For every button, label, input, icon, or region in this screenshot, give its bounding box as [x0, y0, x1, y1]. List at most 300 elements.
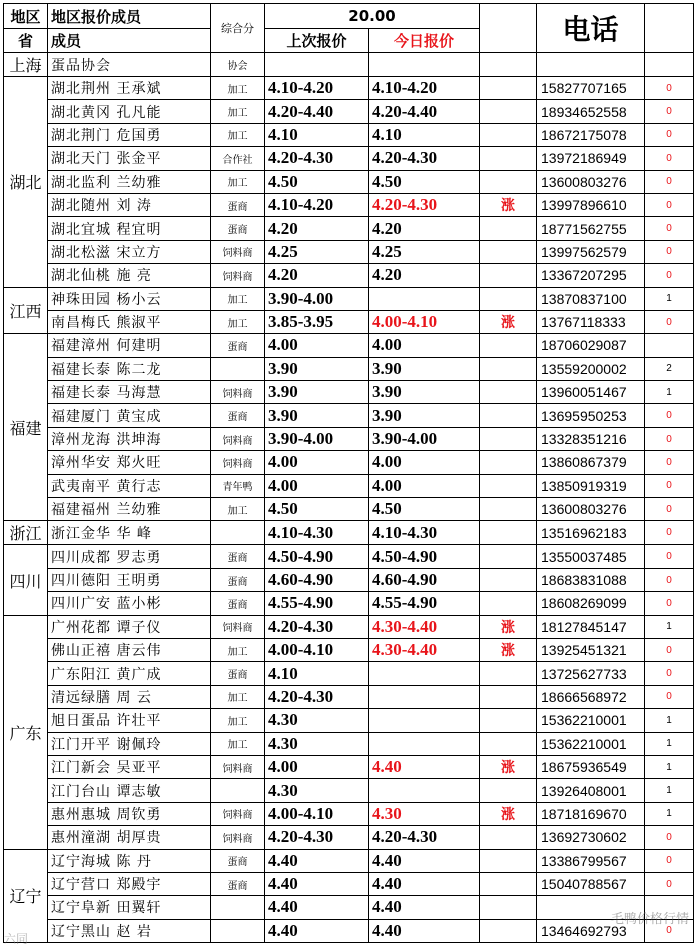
table-row [4, 264, 694, 287]
today-price-cell: 4.40 [369, 755, 480, 778]
last-price-cell: 4.40 [265, 872, 369, 895]
last-price-cell: 4.40 [265, 849, 369, 872]
table-row [4, 193, 694, 216]
days-cell: 0 [645, 427, 694, 450]
last-price-cell: 3.90-4.00 [265, 287, 369, 310]
phone-cell: 13925451321 [537, 638, 645, 661]
days-cell: 0 [645, 123, 694, 146]
phone-cell: 13972186949 [537, 147, 645, 170]
province-cell: 广东 [4, 615, 48, 849]
province-cell: 辽宁 [4, 849, 48, 943]
days-cell [645, 53, 694, 77]
table-row [4, 381, 694, 404]
table-row [4, 896, 694, 919]
last-price-cell: 4.20-4.40 [265, 100, 369, 123]
last-price-cell: 4.20-4.30 [265, 826, 369, 849]
rise-flag-cell [480, 498, 537, 521]
table-row [4, 287, 694, 310]
days-cell: 1 [645, 615, 694, 638]
phone-cell: 18608269099 [537, 592, 645, 615]
today-price-cell [369, 732, 480, 755]
member-cell: 福建漳州 何建明 [48, 334, 211, 357]
table-row [4, 568, 694, 591]
last-price-cell: 4.10 [265, 662, 369, 685]
days-cell: 0 [645, 919, 694, 942]
member-type-cell: 蛋商 [211, 592, 265, 615]
rise-flag-cell [480, 264, 537, 287]
last-price-cell: 3.90 [265, 404, 369, 427]
today-price-cell: 4.20-4.30 [369, 147, 480, 170]
table-row [4, 334, 694, 357]
days-cell: 1 [645, 755, 694, 778]
member-cell: 福建福州 兰幼雅 [48, 498, 211, 521]
days-cell: 0 [645, 826, 694, 849]
last-price-cell: 4.60-4.90 [265, 568, 369, 591]
member-type-cell: 蛋商 [211, 545, 265, 568]
member-type-cell: 蛋商 [211, 193, 265, 216]
phone-cell: 13386799567 [537, 849, 645, 872]
table-row [4, 545, 694, 568]
last-price-cell: 4.20 [265, 264, 369, 287]
member-cell: 惠州惠城 周钦勇 [48, 802, 211, 825]
table-row [4, 685, 694, 708]
rise-flag-cell [480, 334, 537, 357]
member-cell: 辽宁营口 郑殿宇 [48, 872, 211, 895]
days-cell: 0 [645, 170, 694, 193]
days-cell: 0 [645, 849, 694, 872]
days-cell: 0 [645, 217, 694, 240]
last-price-cell: 4.25 [265, 240, 369, 263]
rise-flag-cell [480, 240, 537, 263]
days-cell: 0 [645, 638, 694, 661]
rise-flag-cell [480, 217, 537, 240]
member-cell: 漳州龙海 洪坤海 [48, 427, 211, 450]
last-price-cell: 4.00 [265, 334, 369, 357]
phone-cell: 13767118333 [537, 310, 645, 333]
member-type-cell [211, 357, 265, 380]
phone-cell: 13860867379 [537, 451, 645, 474]
phone-cell: 15362210001 [537, 732, 645, 755]
header-region: 地区 [4, 4, 48, 29]
table-row [4, 498, 694, 521]
province-cell: 湖北 [4, 77, 48, 288]
member-cell: 湖北监利 兰幼雅 [48, 170, 211, 193]
header-days-blank [645, 4, 694, 53]
table-row [4, 217, 694, 240]
today-price-cell: 4.20 [369, 217, 480, 240]
phone-cell: 13926408001 [537, 779, 645, 802]
member-cell: 南昌梅氏 熊淑平 [48, 310, 211, 333]
last-price-cell: 4.10-4.30 [265, 521, 369, 545]
member-type-cell: 加工 [211, 732, 265, 755]
last-price-cell: 4.00 [265, 755, 369, 778]
today-price-cell: 4.25 [369, 240, 480, 263]
today-price-cell: 3.90-4.00 [369, 427, 480, 450]
member-type-cell: 加工 [211, 170, 265, 193]
rise-flag-cell [480, 709, 537, 732]
table-row [4, 53, 694, 77]
today-price-cell: 4.10-4.20 [369, 77, 480, 100]
today-price-cell: 4.00 [369, 451, 480, 474]
today-price-cell: 4.00 [369, 334, 480, 357]
member-type-cell: 饲料商 [211, 755, 265, 778]
last-price-cell: 4.20-4.30 [265, 685, 369, 708]
phone-cell: 18934652558 [537, 100, 645, 123]
today-price-cell: 4.50 [369, 170, 480, 193]
today-price-cell [369, 779, 480, 802]
rise-flag-cell [480, 451, 537, 474]
phone-cell: 15040788567 [537, 872, 645, 895]
last-price-cell: 4.30 [265, 709, 369, 732]
member-type-cell: 蛋商 [211, 872, 265, 895]
last-price-cell: 4.00 [265, 451, 369, 474]
table-row [4, 638, 694, 661]
last-price-cell [265, 53, 369, 77]
member-cell: 湖北松滋 宋立方 [48, 240, 211, 263]
table-row [4, 662, 694, 685]
today-price-cell [369, 709, 480, 732]
today-price-cell [369, 685, 480, 708]
days-cell: 0 [645, 521, 694, 545]
rise-flag-cell [480, 77, 537, 100]
rise-flag-cell: 涨 [480, 638, 537, 661]
member-cell: 四川德阳 王明勇 [48, 568, 211, 591]
price-table-body [4, 53, 694, 943]
days-cell: 0 [645, 685, 694, 708]
phone-cell: 13550037485 [537, 545, 645, 568]
rise-flag-cell: 涨 [480, 615, 537, 638]
member-type-cell: 加工 [211, 638, 265, 661]
member-cell: 浙江金华 华 峰 [48, 521, 211, 545]
header-province: 省 [4, 29, 48, 53]
table-row [4, 779, 694, 802]
member-cell: 江门开平 谢佩玲 [48, 732, 211, 755]
table-row [4, 451, 694, 474]
province-cell: 江西 [4, 287, 48, 334]
rise-flag-cell [480, 521, 537, 545]
days-cell: 1 [645, 709, 694, 732]
phone-cell: 13850919319 [537, 474, 645, 497]
days-cell: 1 [645, 287, 694, 310]
member-type-cell [211, 779, 265, 802]
days-cell [645, 334, 694, 357]
today-price-cell: 4.40 [369, 919, 480, 942]
member-cell: 福建长泰 陈二龙 [48, 357, 211, 380]
last-price-cell: 3.90 [265, 381, 369, 404]
table-row [4, 826, 694, 849]
province-cell: 福建 [4, 334, 48, 521]
member-type-cell: 饲料商 [211, 264, 265, 287]
header-today-price: 今日报价 [369, 29, 480, 53]
table-row [4, 849, 694, 872]
watermark-left-text: 六同 [4, 932, 29, 946]
phone-cell: 13559200002 [537, 357, 645, 380]
header-members-sub: 成员 [48, 29, 211, 53]
member-type-cell: 蛋商 [211, 217, 265, 240]
member-cell: 江门台山 谭志敏 [48, 779, 211, 802]
rise-flag-cell [480, 427, 537, 450]
today-price-cell: 4.20 [369, 264, 480, 287]
rise-flag-cell [480, 545, 537, 568]
member-type-cell: 饲料商 [211, 381, 265, 404]
province-cell: 四川 [4, 545, 48, 615]
phone-cell: 18127845147 [537, 615, 645, 638]
member-cell: 四川成都 罗志勇 [48, 545, 211, 568]
days-cell: 0 [645, 498, 694, 521]
member-type-cell: 加工 [211, 287, 265, 310]
member-cell: 广东阳江 黄广成 [48, 662, 211, 685]
last-price-cell: 4.40 [265, 919, 369, 942]
last-price-cell: 3.90-4.00 [265, 427, 369, 450]
last-price-cell: 4.00-4.10 [265, 638, 369, 661]
table-row [4, 615, 694, 638]
last-price-cell: 4.30 [265, 779, 369, 802]
member-cell: 广州花都 谭子仪 [48, 615, 211, 638]
today-price-cell: 3.90 [369, 404, 480, 427]
table-row [4, 427, 694, 450]
table-row [4, 404, 694, 427]
rise-flag-cell [480, 919, 537, 942]
table-row [4, 919, 694, 942]
header-flag-blank [480, 4, 537, 53]
table-row [4, 732, 694, 755]
header-score: 综合分 [211, 4, 265, 53]
today-price-cell [369, 287, 480, 310]
today-price-cell: 4.00 [369, 474, 480, 497]
rise-flag-cell [480, 381, 537, 404]
phone-cell: 13695950253 [537, 404, 645, 427]
egg-price-table [3, 3, 694, 943]
rise-flag-cell: 涨 [480, 755, 537, 778]
today-price-cell: 4.40 [369, 849, 480, 872]
member-cell: 湖北随州 刘 涛 [48, 193, 211, 216]
today-price-cell: 4.30 [369, 802, 480, 825]
today-price-cell: 4.60-4.90 [369, 568, 480, 591]
last-price-cell: 4.20-4.30 [265, 615, 369, 638]
province-cell: 上海 [4, 53, 48, 77]
today-price-cell: 4.20-4.40 [369, 100, 480, 123]
member-cell: 辽宁黑山 赵 岩 [48, 919, 211, 942]
phone-cell: 13960051467 [537, 381, 645, 404]
phone-cell: 13870837100 [537, 287, 645, 310]
member-cell: 蛋品协会 [48, 53, 211, 77]
member-cell: 旭日蛋品 许壮平 [48, 709, 211, 732]
today-price-cell: 4.30-4.40 [369, 638, 480, 661]
last-price-cell: 4.00 [265, 474, 369, 497]
member-cell: 武夷南平 黄行志 [48, 474, 211, 497]
table-row [4, 592, 694, 615]
member-type-cell: 青年鸭 [211, 474, 265, 497]
days-cell: 0 [645, 240, 694, 263]
rise-flag-cell [480, 170, 537, 193]
days-cell: 0 [645, 100, 694, 123]
phone-cell: 18771562755 [537, 217, 645, 240]
phone-cell: 13328351216 [537, 427, 645, 450]
phone-cell: 18718169670 [537, 802, 645, 825]
table-row [4, 240, 694, 263]
days-cell: 1 [645, 381, 694, 404]
days-cell: 0 [645, 147, 694, 170]
member-cell: 湖北仙桃 施 亮 [48, 264, 211, 287]
days-cell: 1 [645, 779, 694, 802]
rise-flag-cell [480, 100, 537, 123]
member-cell: 辽宁阜新 田翼轩 [48, 896, 211, 919]
days-cell: 0 [645, 451, 694, 474]
member-type-cell: 协会 [211, 53, 265, 77]
last-price-cell: 4.50 [265, 498, 369, 521]
table-row [4, 123, 694, 146]
days-cell: 0 [645, 193, 694, 216]
rise-flag-cell [480, 287, 537, 310]
rise-flag-cell [480, 592, 537, 615]
rise-flag-cell [480, 685, 537, 708]
today-price-cell: 3.90 [369, 381, 480, 404]
phone-cell: 13516962183 [537, 521, 645, 545]
table-row [4, 170, 694, 193]
last-price-cell: 4.10-4.20 [265, 77, 369, 100]
member-type-cell: 蛋商 [211, 568, 265, 591]
member-type-cell: 加工 [211, 498, 265, 521]
rise-flag-cell [480, 662, 537, 685]
rise-flag-cell: 涨 [480, 193, 537, 216]
member-type-cell: 蛋商 [211, 849, 265, 872]
today-price-cell: 4.50 [369, 498, 480, 521]
member-cell: 清远绿膳 周 云 [48, 685, 211, 708]
phone-cell: 18672175078 [537, 123, 645, 146]
member-cell: 湖北荆门 危国勇 [48, 123, 211, 146]
phone-cell: 18683831088 [537, 568, 645, 591]
phone-cell: 13367207295 [537, 264, 645, 287]
member-type-cell: 加工 [211, 77, 265, 100]
today-price-cell [369, 662, 480, 685]
rise-flag-cell [480, 732, 537, 755]
member-cell: 湖北荆州 王承斌 [48, 77, 211, 100]
table-row [4, 357, 694, 380]
days-cell: 0 [645, 545, 694, 568]
days-cell: 0 [645, 662, 694, 685]
header-date: 20.00 [265, 4, 480, 29]
member-cell: 湖北黄冈 孔凡能 [48, 100, 211, 123]
member-cell: 湖北宜城 程宜明 [48, 217, 211, 240]
province-cell: 浙江 [4, 521, 48, 545]
member-cell: 惠州潼湖 胡厚贵 [48, 826, 211, 849]
member-type-cell: 加工 [211, 709, 265, 732]
last-price-cell: 4.00-4.10 [265, 802, 369, 825]
rise-flag-cell [480, 474, 537, 497]
last-price-cell: 4.20 [265, 217, 369, 240]
member-type-cell [211, 521, 265, 545]
phone-cell [537, 53, 645, 77]
today-price-cell: 4.55-4.90 [369, 592, 480, 615]
days-cell: 0 [645, 77, 694, 100]
phone-cell: 15827707165 [537, 77, 645, 100]
last-price-cell: 4.30 [265, 732, 369, 755]
member-type-cell: 饲料商 [211, 826, 265, 849]
member-type-cell: 饲料商 [211, 802, 265, 825]
member-cell: 四川广安 蓝小彬 [48, 592, 211, 615]
today-price-cell: 4.20-4.30 [369, 193, 480, 216]
member-cell: 江门新会 吴亚平 [48, 755, 211, 778]
rise-flag-cell: 涨 [480, 802, 537, 825]
member-type-cell: 加工 [211, 310, 265, 333]
rise-flag-cell [480, 147, 537, 170]
member-cell: 神珠田园 杨小云 [48, 287, 211, 310]
header-members-title: 地区报价成员 [48, 4, 211, 29]
member-cell: 湖北天门 张金平 [48, 147, 211, 170]
table-row [4, 755, 694, 778]
today-price-cell: 4.40 [369, 896, 480, 919]
today-price-cell: 4.50-4.90 [369, 545, 480, 568]
table-row [4, 474, 694, 497]
phone-cell: 15362210001 [537, 709, 645, 732]
days-cell: 0 [645, 592, 694, 615]
phone-cell: 13464692793 [537, 919, 645, 942]
last-price-cell: 4.10-4.20 [265, 193, 369, 216]
last-price-cell: 4.50 [265, 170, 369, 193]
days-cell: 1 [645, 802, 694, 825]
member-type-cell: 加工 [211, 123, 265, 146]
today-price-cell [369, 53, 480, 77]
today-price-cell: 3.90 [369, 357, 480, 380]
member-type-cell: 饲料商 [211, 240, 265, 263]
member-type-cell: 合作社 [211, 147, 265, 170]
member-type-cell: 饲料商 [211, 615, 265, 638]
header-last-price: 上次报价 [265, 29, 369, 53]
phone-cell: 18706029087 [537, 334, 645, 357]
last-price-cell: 4.55-4.90 [265, 592, 369, 615]
member-type-cell: 蛋商 [211, 404, 265, 427]
last-price-cell: 3.85-3.95 [265, 310, 369, 333]
rise-flag-cell [480, 357, 537, 380]
today-price-cell: 4.20-4.30 [369, 826, 480, 849]
rise-flag-cell [480, 896, 537, 919]
today-price-cell: 4.10-4.30 [369, 521, 480, 545]
today-price-cell: 4.30-4.40 [369, 615, 480, 638]
phone-cell: 18675936549 [537, 755, 645, 778]
phone-cell: 13725627733 [537, 662, 645, 685]
days-cell: 1 [645, 732, 694, 755]
rise-flag-cell [480, 826, 537, 849]
member-cell: 漳州华安 郑火旺 [48, 451, 211, 474]
rise-flag-cell [480, 568, 537, 591]
last-price-cell: 3.90 [265, 357, 369, 380]
table-row [4, 872, 694, 895]
last-price-cell: 4.50-4.90 [265, 545, 369, 568]
days-cell: 0 [645, 872, 694, 895]
rise-flag-cell [480, 123, 537, 146]
member-cell: 福建长泰 马海慧 [48, 381, 211, 404]
rise-flag-cell: 涨 [480, 310, 537, 333]
member-cell: 福建厦门 黄宝成 [48, 404, 211, 427]
table-row [4, 147, 694, 170]
phone-cell: 18666568972 [537, 685, 645, 708]
rise-flag-cell [480, 872, 537, 895]
member-type-cell: 蛋商 [211, 334, 265, 357]
last-price-cell: 4.20-4.30 [265, 147, 369, 170]
phone-cell: 13997896610 [537, 193, 645, 216]
table-row [4, 310, 694, 333]
member-cell: 辽宁海城 陈 丹 [48, 849, 211, 872]
member-type-cell: 饲料商 [211, 451, 265, 474]
last-price-cell: 4.40 [265, 896, 369, 919]
days-cell: 0 [645, 474, 694, 497]
member-cell: 佛山正禧 唐云伟 [48, 638, 211, 661]
days-cell: 0 [645, 568, 694, 591]
days-cell: 0 [645, 404, 694, 427]
last-price-cell: 4.10 [265, 123, 369, 146]
member-type-cell: 加工 [211, 685, 265, 708]
table-row [4, 802, 694, 825]
